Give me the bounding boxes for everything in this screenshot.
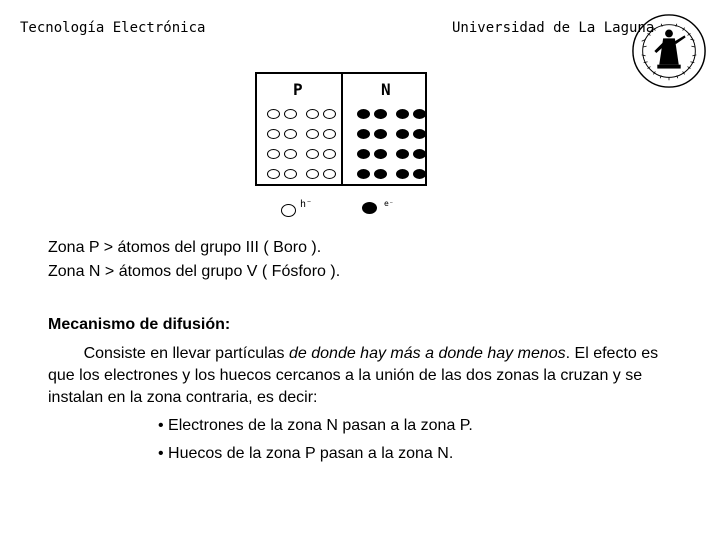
electron-dot — [374, 109, 387, 119]
electron-dot — [396, 109, 409, 119]
electron-dot — [396, 129, 409, 139]
electron-dot — [374, 149, 387, 159]
hole-dot — [267, 169, 280, 179]
para-part-2: . El efecto es que los electrones y los huecos cercanos a la unión de las dos zonas la cruzan y se instalan en la zona contraria, es decir: — [48, 345, 659, 406]
electrons-grid — [357, 104, 430, 184]
electron-dot-row — [357, 104, 430, 124]
bullet-holes: • Huecos de la zona P pasan a la zona N. — [158, 445, 454, 462]
p-region-label: P — [293, 80, 303, 99]
mechanism-title: Mecanismo de difusión: — [48, 316, 231, 333]
electron-dot — [374, 169, 387, 179]
hole-dot — [323, 129, 336, 139]
hole-dot — [284, 169, 297, 179]
hole-dot-row — [267, 104, 340, 124]
hole-dot — [267, 149, 280, 159]
electron-dot-row — [357, 124, 430, 144]
mechanism-paragraph — [48, 343, 668, 409]
electron-dot — [374, 129, 387, 139]
hole-legend-icon — [281, 204, 296, 217]
electron-dot — [413, 169, 426, 179]
hole-dot — [306, 129, 319, 139]
para-italic: de donde hay más a donde hay menos — [289, 345, 566, 362]
electron-dot — [357, 109, 370, 119]
university-seal-icon — [630, 12, 708, 90]
electron-dot — [396, 149, 409, 159]
electron-legend-icon — [362, 202, 377, 214]
electron-dot — [357, 149, 370, 159]
hole-dot-row — [267, 144, 340, 164]
electron-dot — [357, 129, 370, 139]
hole-dot — [284, 129, 297, 139]
electron-dot — [357, 169, 370, 179]
hole-dot — [306, 169, 319, 179]
hole-dot — [284, 149, 297, 159]
zone-n-text: Zona N > átomos del grupo V ( Fósforo ). — [48, 263, 341, 280]
course-title: Tecnología Electrónica — [20, 20, 206, 36]
zone-p-text: Zona P > átomos del grupo III ( Boro ). — [48, 239, 322, 256]
bullet-electrons: • Electrones de la zona N pasan a la zona P. — [158, 417, 473, 434]
n-region-label: N — [381, 80, 391, 99]
electron-dot — [413, 129, 426, 139]
hole-dot — [267, 109, 280, 119]
para-part-1: Consiste en llevar partículas — [83, 345, 289, 362]
electron-dot — [413, 109, 426, 119]
pn-junction-diagram — [255, 72, 427, 186]
electron-dot-row — [357, 144, 430, 164]
hole-dot — [267, 129, 280, 139]
junction-divider — [341, 74, 343, 184]
university-name: Universidad de La Laguna — [452, 20, 655, 36]
hole-dot-row — [267, 124, 340, 144]
electron-legend-label: e⁻ — [384, 199, 394, 208]
hole-legend-label: h⁻ — [300, 199, 313, 210]
hole-dot — [306, 109, 319, 119]
electron-dot-row — [357, 164, 430, 184]
hole-dot — [323, 109, 336, 119]
hole-dot — [284, 109, 297, 119]
hole-dot-row — [267, 164, 340, 184]
electron-dot — [396, 169, 409, 179]
hole-dot — [323, 169, 336, 179]
hole-dot — [306, 149, 319, 159]
hole-dot — [323, 149, 336, 159]
holes-grid — [267, 104, 340, 184]
electron-dot — [413, 149, 426, 159]
